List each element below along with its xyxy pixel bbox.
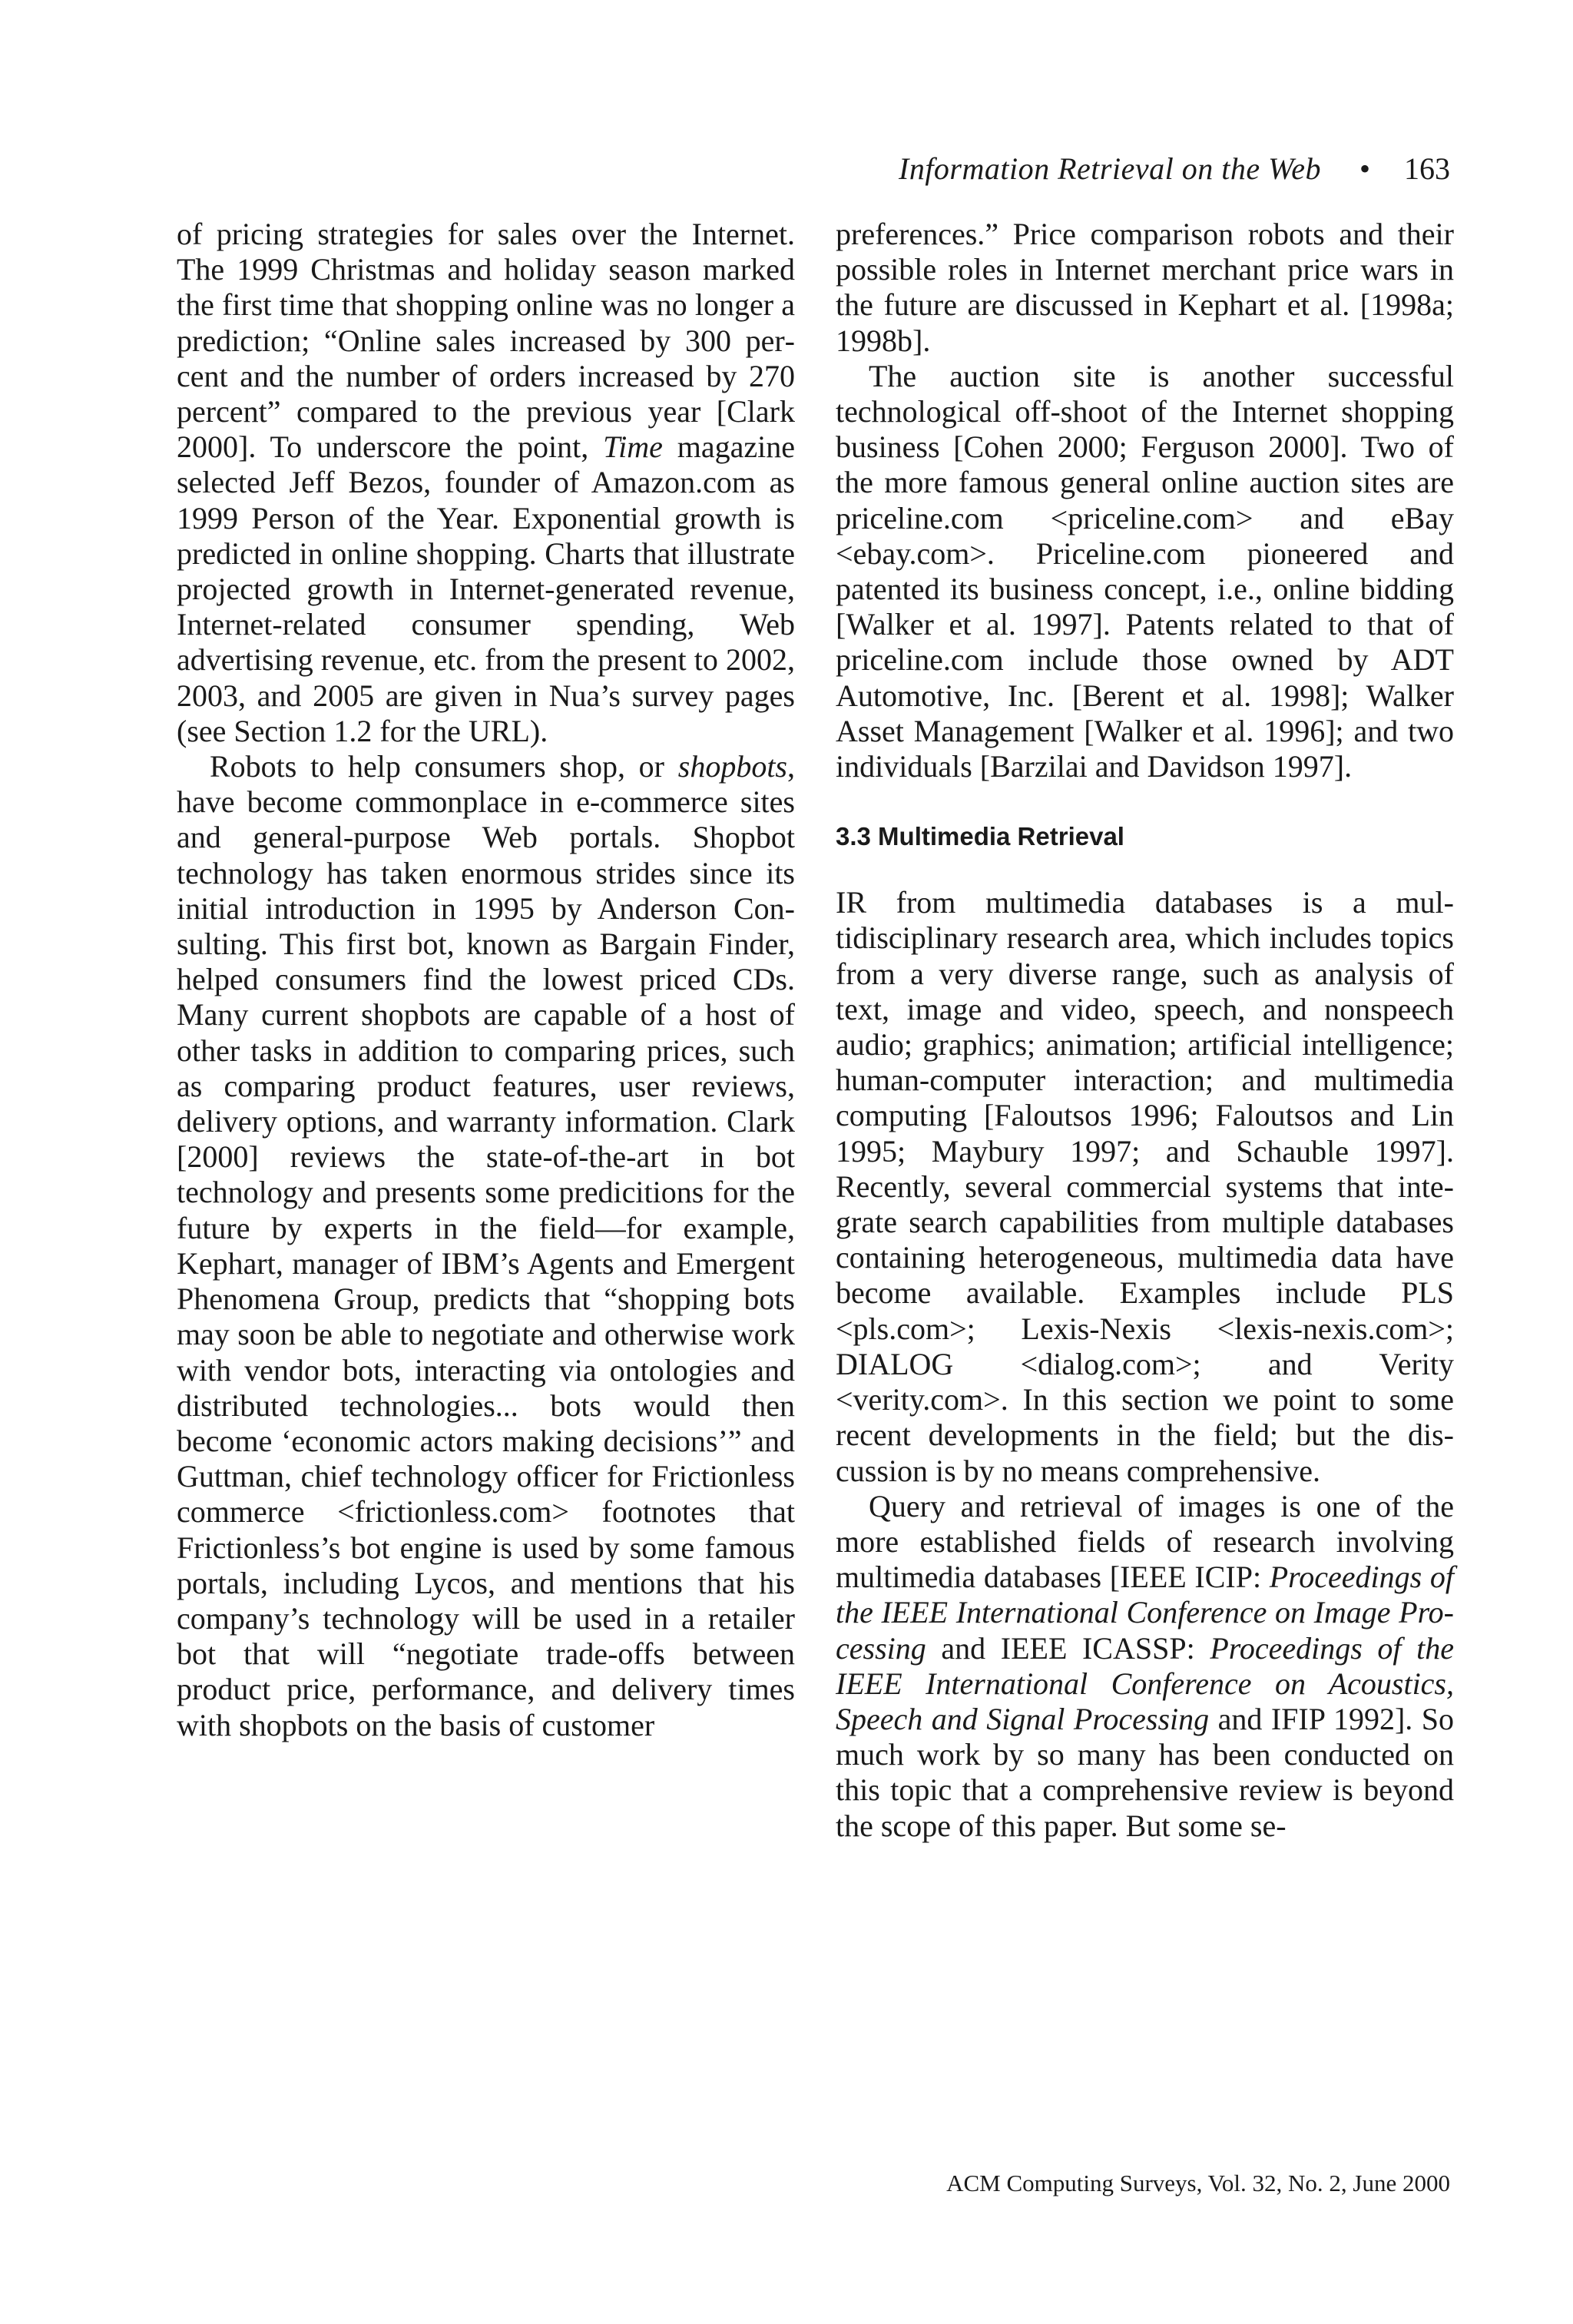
paragraph-auction: The auction site is another successful technological off-shoot of the Internet shopping business [Cohen 2000; Ferguson 2000]. Two of the more famous general online auction sites are priceline.com <priceline.com> and eBay <ebay.com>. Priceline.com pioneered and patented its business concept, i.e., online bidding [Walker et al. 1997]. Patents related to that of priceline.com include those owned by ADT Automotive, Inc. [Berent et al. 1998]; Walker Asset Management [Walker et al. 1996]; and two individuals [Barzilai and Davidson 1997]. [836, 358, 1454, 784]
header-separator: • [1359, 151, 1370, 186]
paragraph-text: and IFIP 1992]. So much work by so many has been conducted on this topic that a comprehensive review is beyond the scope of this paper. But some se- [836, 1701, 1455, 1843]
paragraph-multimedia: IR from multimedia databases is a multidisciplinary research area, which includes topics from a very diverse range, such as analysis of text, image and video, speech, and nonspeech audio; graphics; animation; artificial intelligence; human-computer interaction; and multimedia computing [Faloutsos 1996; Faloutsos and Lin 1995; Maybury 1997; and Schauble 1997]. Recently, several commercial systems that integrate search capabilities from multiple databases containing heterogeneous, multimedia data have become available. Examples include PLS <pls.com>; Lexis-Nexis <lexis-nexis.com>; DIALOG <dialog.com>; and Verity <verity.com>. In this section we point to some recent developments in the field; but the discussion is by no means comprehensive. [836, 885, 1454, 1488]
proceedings-icassp: Proceedings of the IEEE International Conference on Acoustics, Speech and Signal Processing [836, 1630, 1455, 1736]
paragraph-pricing [177, 217, 795, 749]
paragraph-preferences: preferences.” Price comparison robots and their possible roles in Internet merchant price wars in the future are discussed in Kephart et al. [1998a; 1998b]. [836, 217, 1454, 358]
paragraph-text: and IEEE ICASSP: [941, 1630, 1195, 1666]
page-number: 163 [1404, 151, 1450, 186]
journal-footer: ACM Computing Surveys, Vol. 32, No. 2, June 2000 [946, 2170, 1450, 2196]
proceedings-icip: Proceedings of the IEEE International Conference on Image Processing [836, 1560, 1454, 1666]
paragraph-text: of pricing strategies for sales over the Internet. The 1999 Christmas and holiday season marked the first time that shopping online was no longer a prediction; “Online sales increased by 300 percent and the number of orders increased by 270 percent” compared to the previous year [Clark 2000]. To underscore the point, [177, 217, 795, 465]
paragraph-shopbots [177, 749, 795, 1743]
running-title: Information Retrieval on the Web [899, 151, 1321, 186]
term-shopbots: shopbots [677, 749, 787, 784]
paragraph-text: Robots to help consumers shop, or [210, 749, 664, 784]
left-column [177, 217, 795, 1743]
magazine-title: Time [603, 429, 663, 465]
paragraph-image-retrieval [836, 1489, 1454, 1844]
paragraph-text: , have become commonplace in e-commerce sites and general-purpose Web portals. Shopbot technology has taken enormous strides since its initial introduction in 1995 by Anderson Consulting. This first bot, known as Bargain Finder, helped consumers find the lowest priced CDs. Many current shopbots are capable of a host of other tasks in addition to comparing prices, such as comparing product features, user reviews, delivery options, and warranty information. Clark [2000] reviews the state-of-the-art in bot technology and presents some predicitions for the future by experts in the field—for example, Kephart, manager of IBM’s Agents and Emergent Phenomena Group, predicts that “shopping bots may soon be able to negotiate and otherwise work with vendor bots, interacting via ontologies and distributed technologies... bots would then become ‘economic actors making decisions’” and Guttman, chief technology officer for Frictionless commerce <frictionless.com> footnotes that Frictionless’s bot engine is used by some famous portals, including Lycos, and mentions that his company’s technology will be used in a retailer bot that will “negotiate trade-offs between product price, performance, and delivery times with shopbots on the basis of customer [177, 749, 795, 1742]
section-heading: 3.3 Multimedia Retrieval [836, 822, 1124, 851]
paragraph-text: magazine selected Jeff Bezos, founder of Amazon.com as 1999 Person of the Year. Exponential growth is predicted in online shopping. Charts that illustrate projected growth in Internet-generated revenue, Internet-related consumer spending, Web advertising revenue, etc. from the present to 2002, 2003, and 2005 are given in Nua’s survey pages (see Section 1.2 for the URL). [177, 429, 795, 748]
running-head [899, 144, 1450, 194]
right-column [836, 217, 1454, 1844]
paragraph-text: Query and retrieval of images is one of the more established fields of research involving multimedia databases [IEEE ICIP: [836, 1488, 1454, 1595]
